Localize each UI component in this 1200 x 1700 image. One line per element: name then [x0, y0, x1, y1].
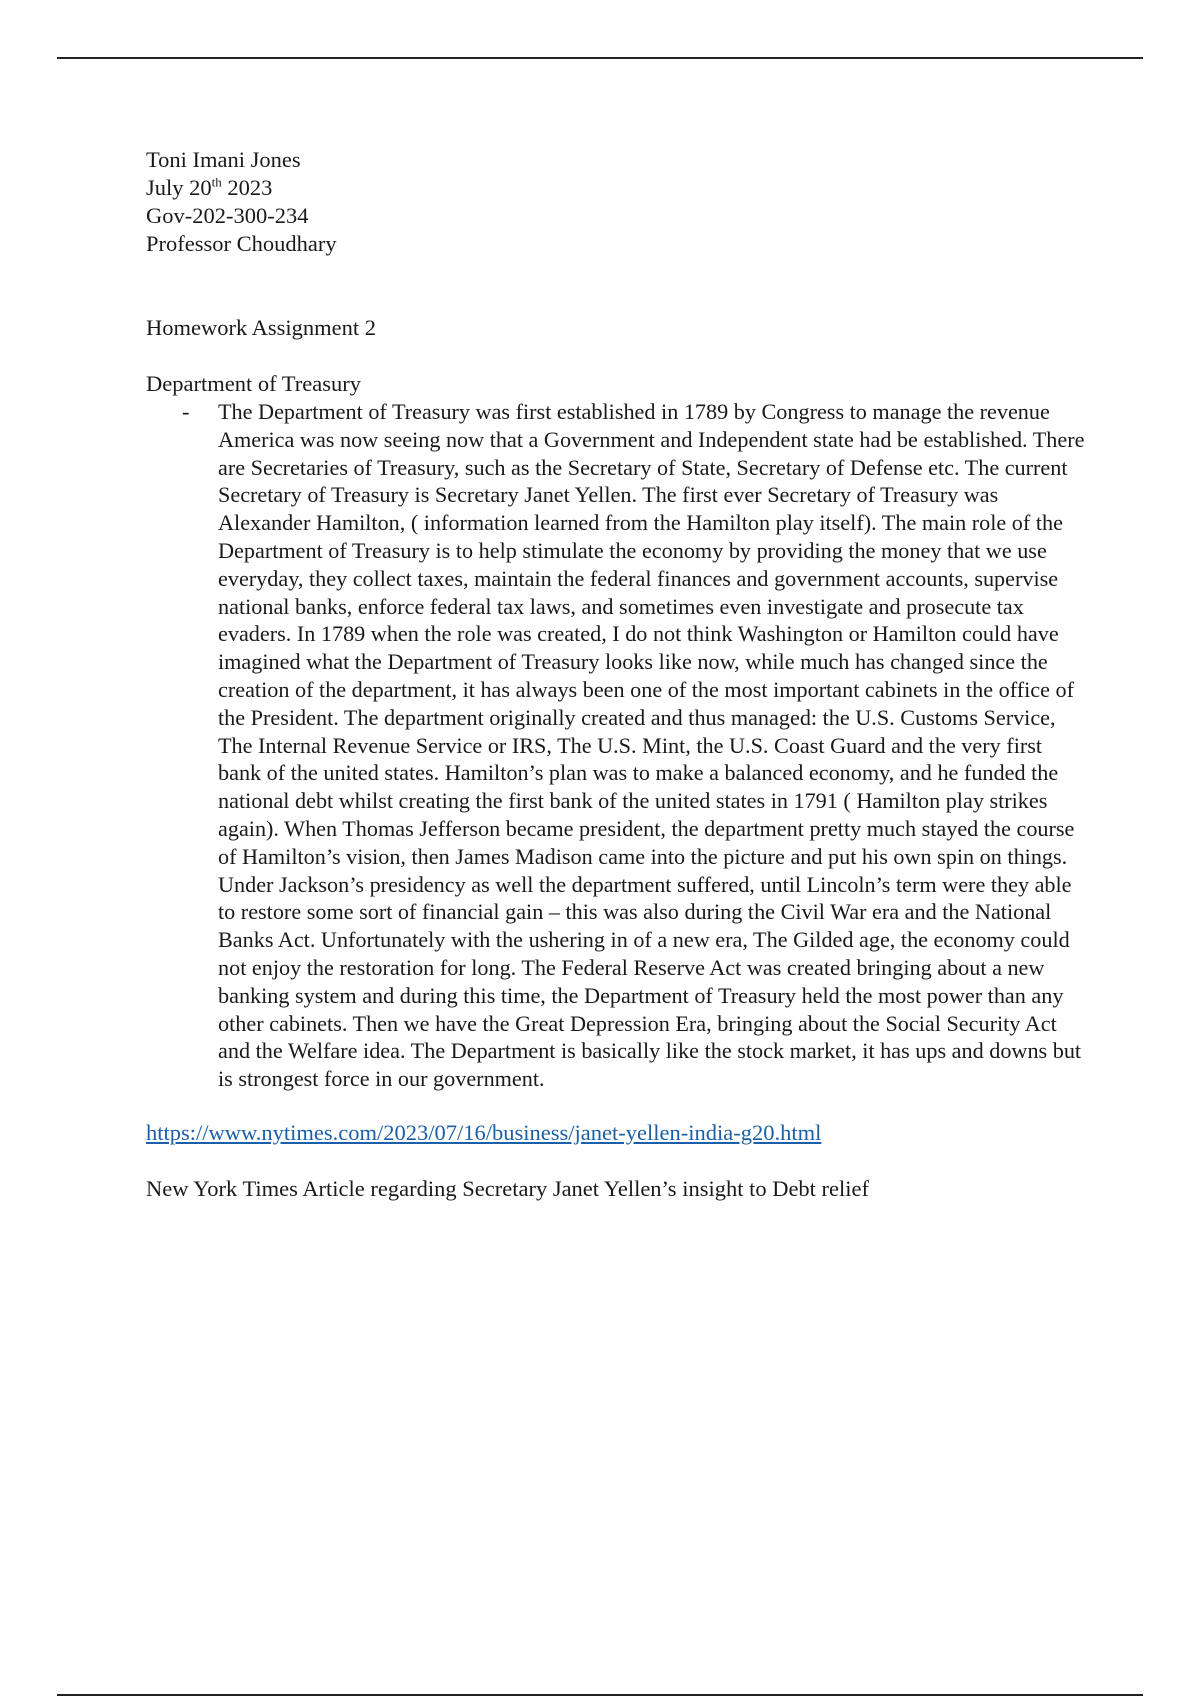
section-body-text: The Department of Treasury was first established in 1789 by Congress to manage the revenue America was now seeing now that a Government and Independent state had be established. There are Secretaries of Treasury, such as the Secretary of State, Secretary of Defense etc. The current Secretary of Treasury is Secretary Janet Yellen. The first ever Secretary of Treasury was Alexander Hamilton, ( information learned from the Hamilton play itself). The main role of the Department of Treasury is to help stimulate the economy by providing the money that we use everyday, they collect taxes, maintain the federal finances and government accounts, supervise national banks, enforce federal tax laws, and sometimes even investigate and prosecute tax evaders. In 1789 when the role was created, I do not think Washington or Hamilton could have imagined what the Department of Treasury looks like now, while much has changed since the creation of the department, it has always been one of the most important cabinets in the office of the President. The department originally created and thus managed: the U.S. Customs Service, The Internal Revenue Service or IRS, The U.S. Mint, the U.S. Coast Guard and the very first bank of the united states. Hamilton’s plan was to make a balanced economy, and he funded the national debt whilst creating the first bank of the united states in 1791 ( Hamilton play strikes again). When Thomas Jefferson became president, the department pretty much stayed the course of Hamilton’s vision, then James Madison came into the picture and put his own spin on things. Under Jackson’s presidency as well the department suffered, until Lincoln’s term were they able to restore some sort of financial gain – this was also during the Civil War era and the National Banks Act. Unfortunately with the ushering in of a new era, The Gilded age, the economy could not enjoy the restoration for long. The Federal Reserve Act was created bringing about a new banking system and during this time, the Department of Treasury held the most power than any other cabinets. Then we have the Great Depression Era, bringing about the Social Security Act and the Welfare idea. The Department is basically like the stock market, it has ups and downs but is strongest force in our government. — [218, 399, 1085, 1092]
date-ordinal-suffix: th — [211, 174, 222, 190]
submission-date — [146, 174, 1106, 202]
assignment-title: Homework Assignment 2 — [146, 315, 376, 340]
document-body — [146, 146, 1106, 1203]
professor-name: Professor Choudhary — [146, 231, 337, 256]
date-year: 2023 — [221, 175, 273, 200]
section-title: Department of Treasury — [146, 371, 361, 396]
date-prefix: July 20 — [146, 175, 212, 200]
course-code: Gov-202-300-234 — [146, 203, 309, 228]
top-divider — [57, 57, 1143, 59]
bottom-divider — [57, 1694, 1143, 1696]
nytimes-article-link[interactable]: https://www.nytimes.com/2023/07/16/business/janet-yellen-india-g20.html — [146, 1119, 822, 1145]
bullet-dash: - — [182, 399, 190, 424]
bullet-paragraph — [146, 398, 1088, 1093]
student-name: Toni Imani Jones — [146, 147, 301, 172]
link-caption: New York Times Article regarding Secretary Janet Yellen’s insight to Debt relief — [146, 1175, 870, 1201]
